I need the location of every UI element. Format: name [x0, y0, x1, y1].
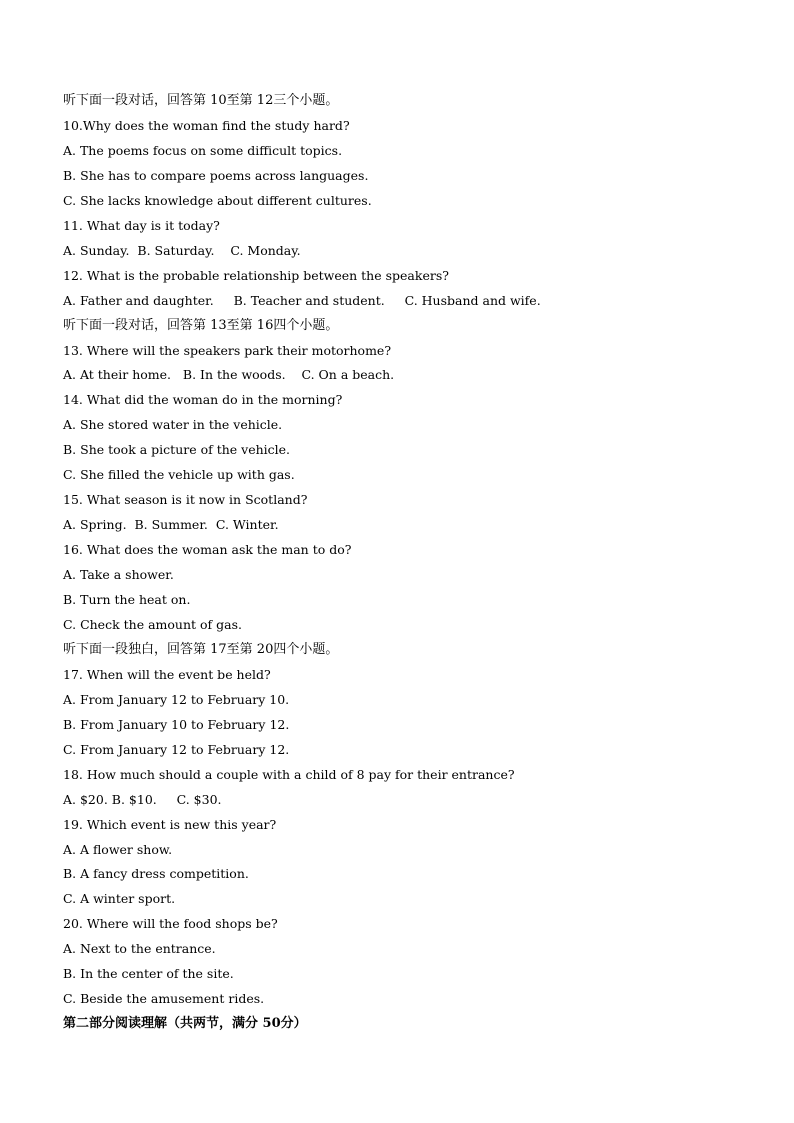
question-text: 19. Which event is new this year? — [63, 816, 277, 832]
answer-options: A. Spring. B. Summer. C. Winter. — [63, 517, 279, 533]
answer-options: B. She has to compare poems across languages. — [63, 167, 369, 183]
question-text: 10.Why does the woman find the study hard? — [63, 118, 350, 133]
question-text: 13. Where will the speakers park their motorhome? — [63, 342, 392, 358]
question-text: 17. When will the event be held? — [63, 666, 271, 682]
part-heading: 第二部分阅读理解（共两节，满分 50分） — [63, 1016, 307, 1032]
answer-options: B. A fancy dress competition. — [63, 866, 249, 882]
question-text: 15. What season is it now in Scotland? — [63, 492, 308, 508]
answer-options: B. She took a picture of the vehicle. — [63, 442, 291, 458]
answer-options: B. From January 10 to February 12. — [63, 716, 290, 732]
answer-options: C. She lacks knowledge about different cultures. — [63, 192, 372, 208]
question-text: 11. What day is it today? — [63, 217, 220, 233]
answer-options: A. Take a shower. — [63, 567, 174, 582]
answer-options: A. $20. B. $10. C. $30. — [63, 791, 222, 807]
section-instruction: 听下面一段对话，回答第 10至第 12三个小题。 — [63, 93, 339, 108]
answer-options: A. Next to the entrance. — [63, 941, 216, 957]
answer-options: C. She filled the vehicle up with gas. — [63, 467, 295, 483]
answer-options: A. She stored water in the vehicle. — [63, 417, 283, 433]
question-text: 12. What is the probable relationship between the speakers? — [63, 267, 449, 283]
answer-options: C. From January 12 to February 12. — [63, 741, 290, 757]
answer-options: C. Check the amount of gas. — [63, 616, 242, 632]
answer-options: A. At their home. B. In the woods. C. On a beach. — [63, 367, 395, 383]
answer-options: C. A winter sport. — [63, 891, 176, 907]
answer-options: A. The poems focus on some difficult topics. — [63, 142, 343, 158]
section-instruction: 听下面一段独白，回答第 17至第 20四个小题。 — [63, 641, 339, 657]
question-text: 20. Where will the food shops be? — [63, 916, 278, 932]
question-text: 18. How much should a couple with a child of 8 pay for their entrance? — [63, 766, 515, 782]
answer-options: A. Sunday. B. Saturday. C. Monday. — [63, 242, 301, 258]
question-text: 16. What does the woman ask the man to do? — [63, 542, 352, 558]
answer-options: C. Beside the amusement rides. — [63, 991, 265, 1007]
question-text: 14. What did the woman do in the morning? — [63, 392, 343, 408]
answer-options: A. From January 12 to February 10. — [63, 691, 290, 707]
section-instruction: 听下面一段对话，回答第 13至第 16四个小题。 — [63, 317, 339, 333]
answer-options: B. In the center of the site. — [63, 966, 234, 982]
answer-options: A. A flower show. — [63, 841, 173, 857]
answer-options: B. Turn the heat on. — [63, 592, 191, 607]
answer-options: A. Father and daughter. B. Teacher and student. C. Husband and wife. — [63, 292, 541, 308]
